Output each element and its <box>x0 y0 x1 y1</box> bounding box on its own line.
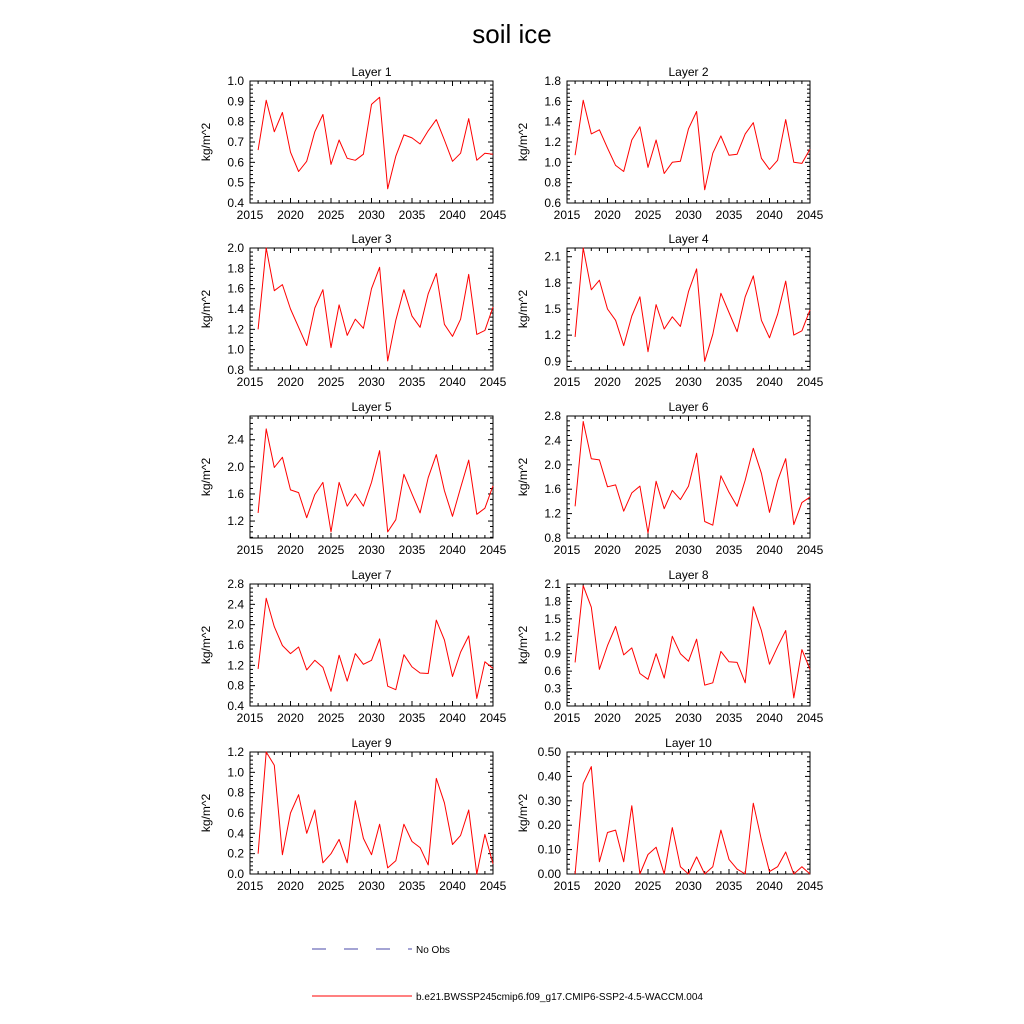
panel-layer-10 <box>516 736 824 893</box>
y-tick-label: 1.2 <box>227 514 244 529</box>
y-tick-label: 0.8 <box>544 175 561 190</box>
y-tick-label: 0.4 <box>227 826 244 841</box>
panel-title: Layer 7 <box>351 568 392 582</box>
legend-model-label: b.e21.BWSSP245cmip6.f09_g17.CMIP6-SSP2-4.5-WACCM.004 <box>416 992 703 1003</box>
x-tick-label: 2045 <box>796 879 824 893</box>
panel-title: Layer 5 <box>351 400 392 414</box>
y-tick-label: 0.00 <box>537 867 561 881</box>
x-tick-label: 2040 <box>439 375 466 389</box>
panel-layer-1 <box>199 65 507 222</box>
y-tick-label: 2.0 <box>227 617 244 632</box>
x-tick-label: 2025 <box>317 208 345 222</box>
x-tick-label: 2040 <box>439 711 466 725</box>
series-line-model <box>575 100 810 190</box>
x-tick-label: 2035 <box>398 375 426 389</box>
x-tick-label: 2020 <box>594 375 621 389</box>
y-tick-label: 0.20 <box>537 818 561 833</box>
x-tick-label: 2025 <box>317 711 345 725</box>
y-tick-label: 1.6 <box>544 94 561 109</box>
x-tick-label: 2025 <box>634 208 662 222</box>
y-tick-label: 1.0 <box>544 155 561 170</box>
series-line-model <box>575 767 810 874</box>
series-line-model <box>575 586 810 698</box>
y-axis-label: kg/m^2 <box>199 457 213 497</box>
y-tick-label: 1.0 <box>227 74 244 88</box>
series-line-model <box>575 248 810 361</box>
x-tick-label: 2015 <box>236 711 264 725</box>
x-tick-label: 2030 <box>358 375 385 389</box>
x-tick-label: 2015 <box>236 208 264 222</box>
x-tick-label: 2045 <box>796 543 824 557</box>
x-tick-label: 2025 <box>317 543 345 557</box>
x-tick-label: 2045 <box>479 208 507 222</box>
x-tick-label: 2020 <box>277 208 304 222</box>
y-axis-label: kg/m^2 <box>516 457 530 497</box>
y-tick-label: 2.0 <box>227 241 244 255</box>
x-tick-label: 2045 <box>479 375 507 389</box>
panel-layer-4 <box>516 232 824 389</box>
x-tick-label: 2040 <box>439 543 466 557</box>
x-tick-label: 2045 <box>796 375 824 389</box>
y-tick-label: 0.50 <box>537 745 561 759</box>
x-tick-label: 2035 <box>715 879 743 893</box>
plot-frame <box>250 248 493 370</box>
y-tick-label: 0.6 <box>227 155 244 170</box>
y-tick-label: 1.2 <box>544 328 561 343</box>
y-tick-label: 0.40 <box>537 769 561 784</box>
x-tick-label: 2020 <box>277 543 304 557</box>
x-tick-label: 2030 <box>358 711 385 725</box>
y-tick-label: 0.9 <box>544 646 561 661</box>
y-tick-label: 0.8 <box>227 785 244 800</box>
panel-layer-9 <box>199 736 507 893</box>
x-tick-label: 2040 <box>756 711 783 725</box>
y-axis-label: kg/m^2 <box>199 625 213 665</box>
y-tick-label: 1.2 <box>227 658 244 673</box>
x-tick-label: 2015 <box>236 879 264 893</box>
x-tick-label: 2015 <box>553 543 581 557</box>
x-tick-label: 2025 <box>634 543 662 557</box>
y-axis-label: kg/m^2 <box>199 793 213 833</box>
panel-layer-2 <box>516 65 824 222</box>
y-tick-label: 1.2 <box>227 745 244 759</box>
x-tick-label: 2025 <box>634 711 662 725</box>
x-tick-label: 2045 <box>479 879 507 893</box>
x-tick-label: 2020 <box>594 879 621 893</box>
y-tick-label: 0.2 <box>227 846 244 861</box>
y-tick-label: 1.2 <box>544 506 561 521</box>
x-tick-label: 2020 <box>277 879 304 893</box>
plot-frame <box>250 584 493 706</box>
y-tick-label: 1.8 <box>544 594 561 609</box>
y-tick-label: 0.9 <box>227 94 244 109</box>
panel-layer-8 <box>516 568 824 725</box>
series-line-model <box>258 752 493 874</box>
y-tick-label: 1.4 <box>544 114 561 129</box>
plot-frame <box>567 752 810 874</box>
y-tick-label: 1.8 <box>544 74 561 88</box>
x-tick-label: 2030 <box>675 208 702 222</box>
x-tick-label: 2025 <box>317 375 345 389</box>
series-line-model <box>575 422 810 534</box>
x-tick-label: 2035 <box>715 543 743 557</box>
x-tick-label: 2020 <box>594 543 621 557</box>
x-tick-label: 2045 <box>479 543 507 557</box>
x-tick-label: 2025 <box>317 879 345 893</box>
y-tick-label: 1.6 <box>227 486 244 501</box>
panel-layer-3 <box>199 232 507 389</box>
x-tick-label: 2020 <box>277 711 304 725</box>
y-axis-label: kg/m^2 <box>199 289 213 329</box>
y-axis-label: kg/m^2 <box>516 289 530 329</box>
y-tick-label: 0.10 <box>537 842 561 857</box>
y-tick-label: 1.4 <box>227 302 244 316</box>
y-tick-label: 0.8 <box>544 531 561 545</box>
series-line-model <box>258 429 493 532</box>
x-tick-label: 2015 <box>236 543 264 557</box>
y-axis-label: kg/m^2 <box>199 122 213 162</box>
plot-frame <box>567 81 810 203</box>
y-tick-label: 1.6 <box>227 281 244 296</box>
y-axis-label: kg/m^2 <box>516 122 530 162</box>
y-tick-label: 0.7 <box>227 135 244 149</box>
panel-title: Layer 2 <box>668 65 709 79</box>
plot-frame <box>567 584 810 706</box>
x-tick-label: 2040 <box>756 208 783 222</box>
y-tick-label: 0.30 <box>537 793 561 808</box>
x-tick-label: 2015 <box>553 208 581 222</box>
series-line-model <box>258 97 493 189</box>
y-tick-label: 0.6 <box>544 664 561 679</box>
x-tick-label: 2025 <box>634 879 662 893</box>
y-tick-label: 1.2 <box>544 135 561 149</box>
x-tick-label: 2040 <box>756 375 783 389</box>
y-tick-label: 2.4 <box>544 433 561 448</box>
y-tick-label: 0.8 <box>227 363 244 377</box>
x-tick-label: 2035 <box>715 208 743 222</box>
x-tick-label: 2045 <box>479 711 507 725</box>
panel-layer-5 <box>199 400 507 557</box>
x-tick-label: 2035 <box>398 208 426 222</box>
x-tick-label: 2035 <box>715 375 743 389</box>
y-tick-label: 1.5 <box>544 302 561 316</box>
y-tick-label: 0.3 <box>544 681 561 696</box>
y-axis-label: kg/m^2 <box>516 625 530 665</box>
y-tick-label: 2.8 <box>544 409 561 423</box>
x-tick-label: 2035 <box>398 879 426 893</box>
x-tick-label: 2030 <box>358 879 385 893</box>
panel-title: Layer 9 <box>351 736 392 750</box>
panel-title: Layer 4 <box>668 232 709 246</box>
y-tick-label: 2.1 <box>544 577 561 591</box>
x-tick-label: 2035 <box>398 711 426 725</box>
x-tick-label: 2040 <box>439 208 466 222</box>
x-tick-label: 2015 <box>553 879 581 893</box>
y-tick-label: 0.5 <box>227 175 244 190</box>
x-tick-label: 2020 <box>277 375 304 389</box>
y-tick-label: 2.0 <box>227 459 244 474</box>
y-tick-label: 2.4 <box>227 432 244 447</box>
plot-frame <box>567 248 810 370</box>
panel-title: Layer 10 <box>665 736 712 750</box>
panel-title: Layer 1 <box>351 65 392 79</box>
y-tick-label: 2.4 <box>227 597 244 612</box>
y-tick-label: 1.5 <box>544 611 561 626</box>
panel-title: Layer 3 <box>351 232 392 246</box>
x-tick-label: 2045 <box>796 711 824 725</box>
y-tick-label: 0.8 <box>227 114 244 129</box>
x-tick-label: 2035 <box>398 543 426 557</box>
y-tick-label: 0.4 <box>227 699 244 713</box>
x-tick-label: 2045 <box>796 208 824 222</box>
x-tick-label: 2015 <box>236 375 264 389</box>
y-tick-label: 0.0 <box>227 867 244 881</box>
x-tick-label: 2015 <box>553 711 581 725</box>
x-tick-label: 2030 <box>358 543 385 557</box>
y-tick-label: 0.6 <box>544 196 561 210</box>
y-tick-label: 0.9 <box>544 354 561 369</box>
y-tick-label: 0.4 <box>227 196 244 210</box>
x-tick-label: 2040 <box>756 543 783 557</box>
y-tick-label: 1.0 <box>227 765 244 780</box>
x-tick-label: 2040 <box>756 879 783 893</box>
y-tick-label: 2.8 <box>227 577 244 591</box>
x-tick-label: 2030 <box>675 711 702 725</box>
panel-layer-7 <box>199 568 507 725</box>
x-tick-label: 2040 <box>439 879 466 893</box>
panel-layer-6 <box>516 400 824 557</box>
plot-frame <box>567 416 810 538</box>
x-tick-label: 2035 <box>715 711 743 725</box>
legend <box>312 945 703 1003</box>
y-axis-label: kg/m^2 <box>516 793 530 833</box>
x-tick-label: 2030 <box>358 208 385 222</box>
x-tick-label: 2020 <box>594 208 621 222</box>
x-tick-label: 2030 <box>675 375 702 389</box>
panel-title: Layer 8 <box>668 568 709 582</box>
x-tick-label: 2020 <box>594 711 621 725</box>
figure-title: soil ice <box>472 19 552 49</box>
y-tick-label: 1.2 <box>544 629 561 644</box>
panel-grid <box>199 65 824 893</box>
y-tick-label: 1.2 <box>227 322 244 337</box>
panel-title: Layer 6 <box>668 400 709 414</box>
y-tick-label: 1.8 <box>227 261 244 276</box>
y-tick-label: 1.8 <box>544 275 561 290</box>
x-tick-label: 2030 <box>675 879 702 893</box>
y-tick-label: 0.6 <box>227 806 244 820</box>
x-tick-label: 2025 <box>634 375 662 389</box>
plot-frame <box>250 416 493 538</box>
plot-frame <box>250 81 493 203</box>
plot-frame <box>250 752 493 874</box>
x-tick-label: 2015 <box>553 375 581 389</box>
y-tick-label: 2.0 <box>544 457 561 472</box>
series-line-model <box>258 598 493 698</box>
y-tick-label: 1.0 <box>227 342 244 357</box>
series-line-model <box>258 248 493 361</box>
legend-obs-label: No Obs <box>416 945 450 956</box>
y-tick-label: 0.0 <box>544 699 561 713</box>
y-tick-label: 1.6 <box>544 482 561 497</box>
x-tick-label: 2030 <box>675 543 702 557</box>
y-tick-label: 1.6 <box>227 638 244 652</box>
y-tick-label: 2.1 <box>544 249 561 264</box>
y-tick-label: 0.8 <box>227 678 244 693</box>
